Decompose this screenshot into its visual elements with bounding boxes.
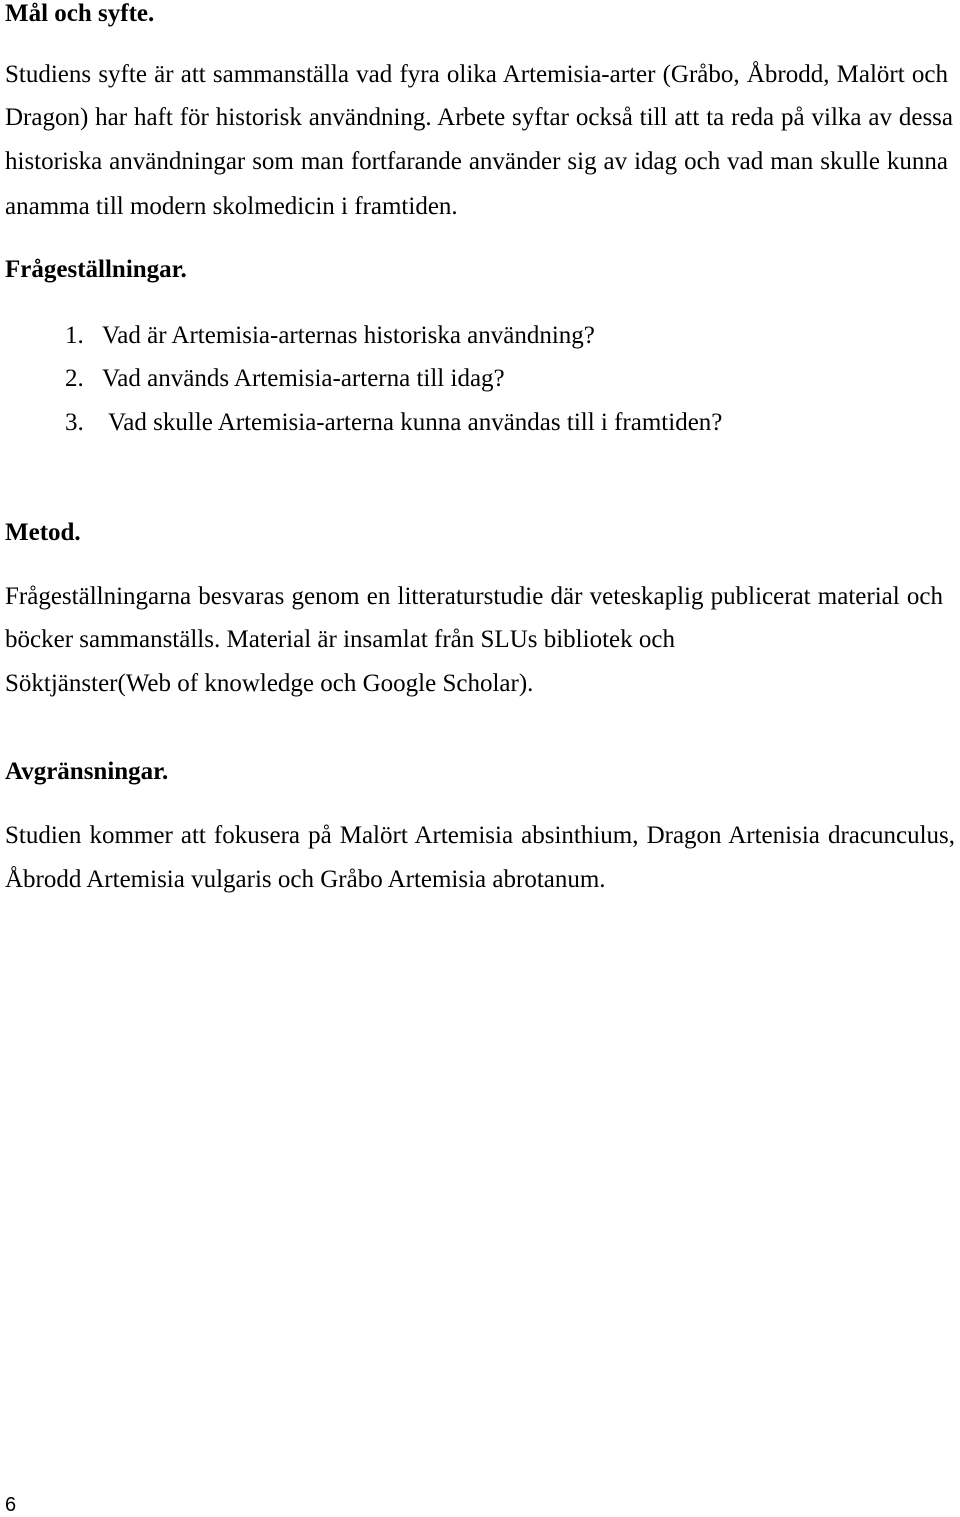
aim-paragraph-line: anamma till modern skolmedicin i framtiden.: [5, 193, 458, 220]
method-paragraph-line: Frågeställningarna besvaras genom en litteraturstudie där veteskaplig publicerat material och: [5, 583, 943, 610]
method-paragraph-line: Söktjänster(Web of knowledge och Google Scholar).: [5, 670, 534, 697]
list-item-number: 2.: [65, 365, 84, 392]
method-paragraph-line: böcker sammanställs. Material är insamlat från SLUs bibliotek och: [5, 626, 675, 653]
list-item-text: Vad skulle Artemisia-arterna kunna användas till i framtiden?: [108, 409, 723, 436]
list-item-number: 1.: [65, 322, 84, 349]
questions-heading: Frågeställningar.: [5, 256, 187, 283]
list-item-text: Vad används Artemisia-arterna till idag?: [102, 365, 505, 392]
scope-paragraph-line: Åbrodd Artemisia vulgaris och Gråbo Artemisia abrotanum.: [5, 866, 606, 893]
scope-paragraph-line: Studien kommer att fokusera på Malört Artemisia absinthium, Dragon Artenisia dracunculus,: [5, 822, 955, 849]
aim-paragraph-line: Studiens syfte är att sammanställa vad fyra olika Artemisia-arter (Gråbo, Åbrodd, Malört och: [5, 61, 948, 88]
aim-paragraph-line: historiska användningar som man fortfarande använder sig av idag och vad man skulle kunna: [5, 148, 948, 175]
aim-paragraph-line: Dragon) har haft för historisk användning. Arbete syftar också till att ta reda på vilka av dessa: [5, 104, 953, 131]
list-item-number: 3.: [65, 409, 84, 436]
scope-heading: Avgränsningar.: [5, 758, 169, 785]
aim-heading: Mål och syfte.: [5, 0, 155, 27]
list-item-text: Vad är Artemisia-arternas historiska användning?: [102, 322, 595, 349]
page-number: 6: [5, 1494, 17, 1516]
method-heading: Metod.: [5, 519, 81, 546]
